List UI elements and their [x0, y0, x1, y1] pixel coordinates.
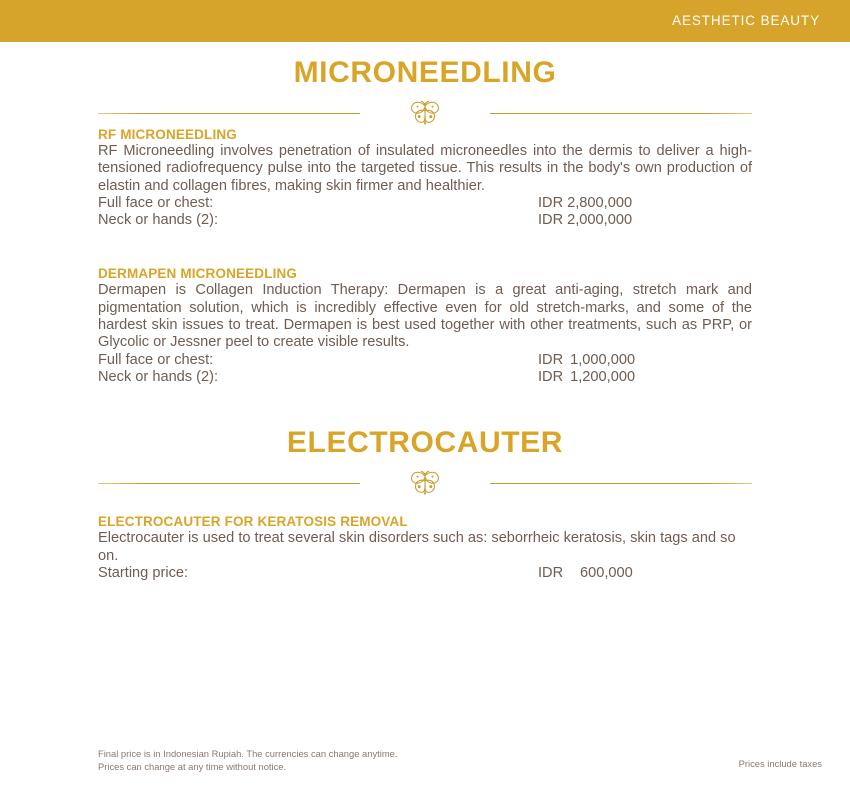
footer-taxes-note: Prices include taxes	[738, 758, 822, 769]
section-title: MICRONEEDLING	[293, 56, 557, 89]
price-amount: 2,000,000	[567, 212, 633, 229]
page-footer	[98, 748, 822, 788]
footer-disclaimer-line1: Final price is in Indonesian Rupiah. The currencies can change anytime.	[98, 748, 398, 759]
brand-title: AESTHETIC BEAUTY	[672, 13, 820, 28]
section-title: ELECTROCAUTER	[286, 426, 564, 460]
butterfly-ornament-icon	[403, 100, 447, 126]
price-currency: IDR	[538, 564, 564, 581]
section-body	[98, 496, 752, 582]
price-amount: 1,000,000	[570, 351, 636, 368]
divider-rule-right	[490, 113, 752, 114]
treatment-heading: RF MICRONEEDLING	[98, 127, 237, 142]
footer-disclaimer	[98, 748, 397, 773]
section-microneedling	[0, 42, 850, 386]
price-value	[538, 212, 632, 229]
price-row	[98, 565, 752, 582]
treatment-description: Dermapen is Collagen Induction Therapy: Dermapen is a great anti-aging, stretch mark and pigmentation solution, which is incredibly effective even for old stretch-marks, and some of the hardest skin issues to treat. Dermapen is best used together with other treatments, such as PRP, or Glycolic or Jessner peel to create visible results.	[98, 282, 752, 351]
document-page	[0, 42, 850, 794]
price-label: Full face or chest:	[98, 351, 214, 368]
price-amount: 1,200,000	[570, 368, 636, 385]
price-label: Neck or hands (2):	[98, 212, 219, 229]
section-divider	[98, 100, 752, 126]
price-label: Full face or chest:	[98, 194, 214, 211]
price-currency: IDR	[538, 212, 564, 229]
divider-rule-left	[98, 113, 360, 114]
treatment-dermapen-microneedling	[98, 265, 752, 386]
price-label: Neck or hands (2):	[98, 368, 219, 385]
price-row	[98, 352, 752, 369]
price-amount: 600,000	[580, 564, 633, 581]
price-currency: IDR	[538, 368, 564, 385]
treatment-rf-microneedling	[98, 126, 752, 229]
price-row	[98, 212, 752, 229]
butterfly-ornament-icon	[403, 470, 447, 496]
section-electrocauter	[0, 386, 850, 582]
price-value	[538, 565, 633, 582]
footer-disclaimer-line2: Prices can change at any time without notice.	[98, 760, 287, 772]
price-value	[538, 369, 635, 386]
price-value	[538, 352, 635, 369]
treatment-description: Electrocauter is used to treat several skin disorders such as: seborrheic keratosis, skin tags and so on.	[98, 530, 736, 564]
treatment-description: RF Microneedling involves penetration of insulated microneedles into the dermis to deliver a high-tensioned radiofrequency pulse into the targeted tissue. This results in the body's own production of elastin and collagen fibres, making skin firmer and healthier.	[98, 143, 752, 194]
divider-rule-left	[98, 483, 360, 484]
section-body	[98, 126, 752, 386]
top-brand-bar	[0, 0, 850, 42]
section-divider	[98, 470, 752, 496]
price-currency: IDR	[538, 351, 564, 368]
price-value	[538, 195, 632, 212]
divider-rule-right	[490, 483, 752, 484]
treatment-electrocauter-keratosis	[98, 513, 752, 582]
price-currency: IDR	[538, 194, 564, 211]
price-amount: 2,800,000	[567, 194, 633, 211]
price-label: Starting price:	[98, 564, 189, 581]
treatment-heading: ELECTROCAUTER FOR KERATOSIS REMOVAL	[98, 514, 408, 530]
price-row	[98, 195, 752, 212]
treatment-heading: DERMAPEN MICRONEEDLING	[98, 266, 298, 282]
price-row	[98, 369, 752, 386]
